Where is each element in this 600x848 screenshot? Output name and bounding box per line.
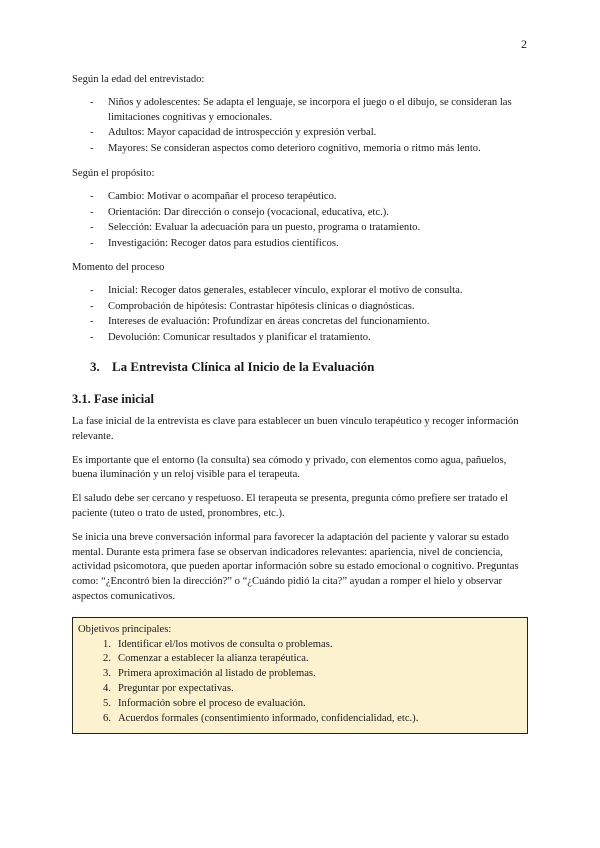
list-item: - Comprobación de hipótesis: Contrastar hipótesis clínicas o diagnósticas. — [72, 300, 528, 315]
list-item: - Cambio: Motivar o acompañar el proceso terapéutico. — [72, 190, 528, 205]
document-body — [72, 73, 528, 734]
objective-item: 5. Información sobre el proceso de evaluación. — [103, 697, 306, 709]
objective-item: 6. Acuerdos formales (consentimiento informado, confidencialidad, etc.). — [103, 712, 419, 724]
list-item: - Mayores: Se consideran aspectos como deterioro cognitivo, memoria o ritmo más lento. — [72, 142, 528, 157]
list-item: - Selección: Evaluar la adecuación para un puesto, programa o tratamiento. — [72, 221, 528, 236]
list-item: - Adultos: Mayor capacidad de introspección y expresión verbal. — [72, 126, 528, 141]
paragraph: Se inicia una breve conversación informal para favorecer la adaptación del paciente y valorar su estado mental. Durante esta primera fase se observan indicadores relevantes: apariencia, nivel de conciencia, actividad psicomotora, que pueden aportar información sobre su estado emocional o cognitivo. Preguntas como: “¿Encontró bien la dirección?” o “¿Cuándo pidió la cita?” ayudan a romper el hielo y observar aspectos comunicativos. — [72, 531, 519, 602]
objectives-list — [78, 638, 521, 727]
section-label-age: Según la edad del entrevistado: — [72, 74, 205, 85]
section-label-purpose: Según el propósito: — [72, 167, 155, 179]
paragraph: Es importante que el entorno (la consulta) sea cómodo y privado, con elementos como agua, pañuelos, buena iluminación y un reloj visible para el terapeuta. — [72, 454, 507, 481]
objective-item: 4. Preguntar por expectativas. — [103, 682, 234, 694]
objectives-box — [72, 617, 528, 735]
list-item: - Niños y adolescentes: Se adapta el lenguaje, se incorpora el juego o el dibujo, se consideran las limitaciones cognitivas y emocionales. — [72, 96, 528, 126]
objective-item: 2. Comenzar a establecer la alianza terapéutica. — [103, 653, 309, 665]
paragraph: La fase inicial de la entrevista es clave para establecer un buen vínculo terapéutico y recoger información relevante. — [72, 415, 519, 442]
section-title: La Entrevista Clínica al Inicio de la Evaluación — [112, 358, 375, 374]
section-number: 3. — [90, 358, 100, 374]
paragraph: El saludo debe ser cercano y respetuoso. El terapeuta se presenta, pregunta cómo prefiere ser tratado el paciente (tuteo o trato de usted, pronombres, etc.). — [72, 493, 508, 519]
list-item: - Devolución: Comunicar resultados y planificar el tratamiento. — [72, 331, 528, 346]
moment-list — [72, 284, 528, 346]
list-item: - Orientación: Dar dirección o consejo (vocacional, educativa, etc.). — [72, 206, 528, 221]
list-item: - Investigación: Recoger datos para estudios científicos. — [72, 237, 528, 252]
subsection-heading: 3.1. Fase inicial — [72, 391, 154, 406]
objectives-title: Objetivos principales: — [78, 623, 172, 635]
list-item: - Inicial: Recoger datos generales, establecer vínculo, explorar el motivo de consulta. — [72, 284, 528, 299]
objective-item: 3. Primera aproximación al listado de problemas. — [103, 668, 316, 680]
age-list — [72, 96, 528, 157]
section-heading — [72, 358, 528, 376]
objective-item: 1. Identificar el/los motivos de consulta o problemas. — [103, 638, 333, 650]
section-label-moment: Momento del proceso — [72, 261, 165, 273]
list-item: - Intereses de evaluación: Profundizar en áreas concretas del funcionamiento. — [72, 315, 528, 330]
purpose-list — [72, 190, 528, 252]
page-number: 2 — [521, 37, 527, 51]
